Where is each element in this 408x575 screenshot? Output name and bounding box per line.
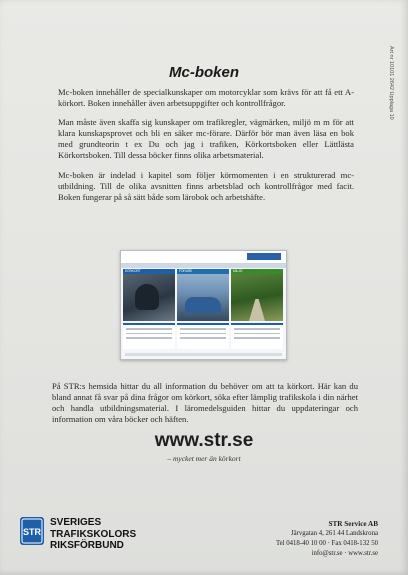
structure-paragraph: Mc-boken är indelad i kapitel som följer körmomenten i en strukturerad mc-utbildning. Till de olika avsnitten finns arbetsblad och kontrollfrågor med facit. Boken fungerar på så sätt både som lärobok och arbetshäfte. bbox=[58, 170, 354, 202]
website-text-block bbox=[123, 323, 175, 349]
website-tab: KÖRKORT bbox=[123, 269, 175, 274]
intro-paragraph: Mc-boken innehåller de specialkunskaper om motorcyklar som krävs för att få ett A-körkort. Boken innehåller även arbetsuppgifter och kontrollfrågor. bbox=[58, 87, 354, 108]
website-header bbox=[121, 251, 286, 264]
company-contact: info@str.se · www.str.se bbox=[311, 550, 378, 557]
website-logo bbox=[247, 253, 281, 260]
website-tab: MILJÖ bbox=[231, 269, 283, 274]
website-nav-bar bbox=[121, 264, 286, 268]
logo-text: STR bbox=[23, 527, 41, 537]
article-number: Art nr 10101 2642 Upplaga 10 bbox=[388, 46, 394, 120]
website-footer bbox=[125, 353, 282, 356]
company-info bbox=[218, 519, 378, 559]
website-panel-miljo bbox=[231, 269, 283, 321]
website-paragraph: På STR:s hemsida hittar du all information du behöver om att ta körkort. Här kan du bland annat få svar på dina frågor om körkort, söka efter lämplig trafikskola i din närhet och handla utbildningsmaterial. I läromedelsguiden hittar du uppdateringar och information om våra böcker och häften. bbox=[52, 381, 358, 424]
car-image bbox=[185, 297, 221, 313]
website-tab: FÖRARE bbox=[177, 269, 229, 274]
company-phone: Tel 0418-40 10 00 · Fax 0418-132 50 bbox=[275, 540, 378, 547]
website-panel-korkort bbox=[123, 269, 175, 321]
book-title: Mc-boken bbox=[168, 64, 239, 81]
website-screenshot bbox=[120, 250, 287, 360]
website-text-block bbox=[177, 323, 229, 349]
company-name: STR Service AB bbox=[328, 520, 378, 528]
company-address: Järvgatan 4, 261 44 Landskrona bbox=[290, 530, 378, 537]
organization-name bbox=[50, 517, 136, 552]
organization-name-line: RIKSFÖRBUND bbox=[50, 540, 124, 551]
website-panel-forare bbox=[177, 269, 229, 321]
motorcyclist-image bbox=[135, 284, 159, 310]
str-logo-icon bbox=[20, 517, 44, 545]
organization-name-line: TRAFIKSKOLORS bbox=[50, 528, 137, 540]
website-text-block bbox=[231, 323, 283, 349]
tagline: – mycket mer än körkort bbox=[167, 454, 241, 463]
knowledge-paragraph: Man måste även skaffa sig kunskaper om trafikregler, vägmärken, miljö m m för att klara kunskapsprovet och bli en säker mc-förare. Därför bör man även läsa en bok med grundteorin t ex Du och jag i trafiken, Körkortsboken eller Lättlästa Körkortsboken. Till dessa böcker finns olika arbetsmaterial. bbox=[58, 117, 354, 160]
website-url: www.str.se bbox=[154, 430, 254, 451]
organization-name-line: SVERIGES bbox=[50, 517, 102, 528]
forest-road-image bbox=[249, 299, 265, 321]
